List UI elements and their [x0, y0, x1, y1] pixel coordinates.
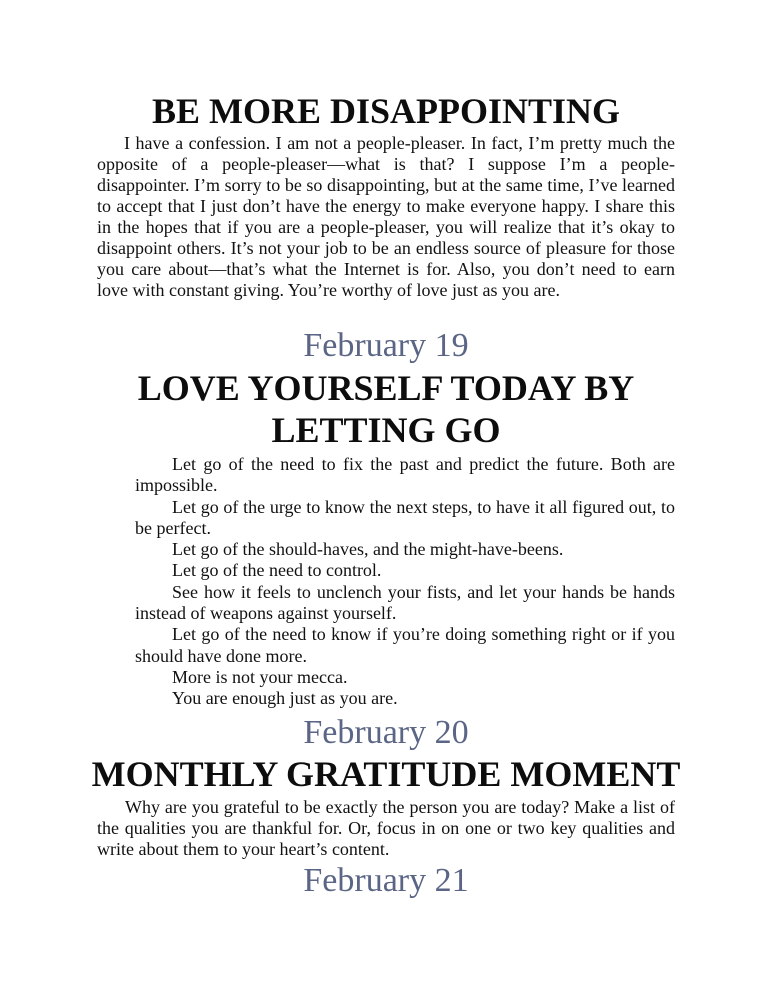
- section-title-be-more-disappointing: BE MORE DISAPPOINTING: [151, 91, 621, 131]
- section-body-monthly-gratitude-moment: Why are you grateful to be exactly the person you are today? Make a list of the qualities you are thankful for. Or, focus in on one or two key qualities and write about them to your heart’s content.: [97, 797, 675, 859]
- section-title-love-yourself-line2: LETTING GO: [271, 410, 501, 450]
- list-item: Let go of the need to fix the past and predict the future. Both are impossible.: [135, 454, 675, 496]
- list-item: Let go of the should-haves, and the might-have-beens.: [172, 539, 564, 560]
- section-title-monthly-gratitude-moment: MONTHLY GRATITUDE MOMENT: [91, 754, 681, 794]
- date-heading-february-19: February 19: [303, 327, 469, 364]
- list-item: You are enough just as you are.: [172, 688, 398, 709]
- date-heading-february-21: February 21: [303, 862, 469, 899]
- list-item: Let go of the urge to know the next steps, to have it all figured out, to be perfect.: [135, 496, 675, 538]
- section-body-be-more-disappointing: I have a confession. I am not a people-pleaser. In fact, I’m pretty much the opposite of a people-pleaser—what is that? I suppose I’m a people-disappointer. I’m sorry to be so disappointing, but at the same time, I’ve learned to accept that I just don’t have the energy to make everyone happy. I share this in the hopes that if you are a people-pleaser, you will realize that it’s okay to disappoint others. It’s not your job to be an endless source of pleasure for those you care about—that’s what the Internet is for. Also, you don’t need to earn love with constant giving. You’re worthy of love just as you are.: [97, 133, 675, 300]
- list-item: See how it feels to unclench your fists, and let your hands be hands instead of weapons against yourself.: [135, 581, 675, 624]
- list-item: More is not your mecca.: [172, 666, 348, 687]
- list-item: Let go of the need to control.: [172, 560, 382, 581]
- list-item: Let go of the need to know if you’re doing something right or if you should have done more.: [135, 624, 675, 666]
- section-title-love-yourself-line1: LOVE YOURSELF TODAY BY: [137, 368, 635, 408]
- date-heading-february-20: February 20: [303, 714, 469, 751]
- letting-go-list: [135, 454, 675, 710]
